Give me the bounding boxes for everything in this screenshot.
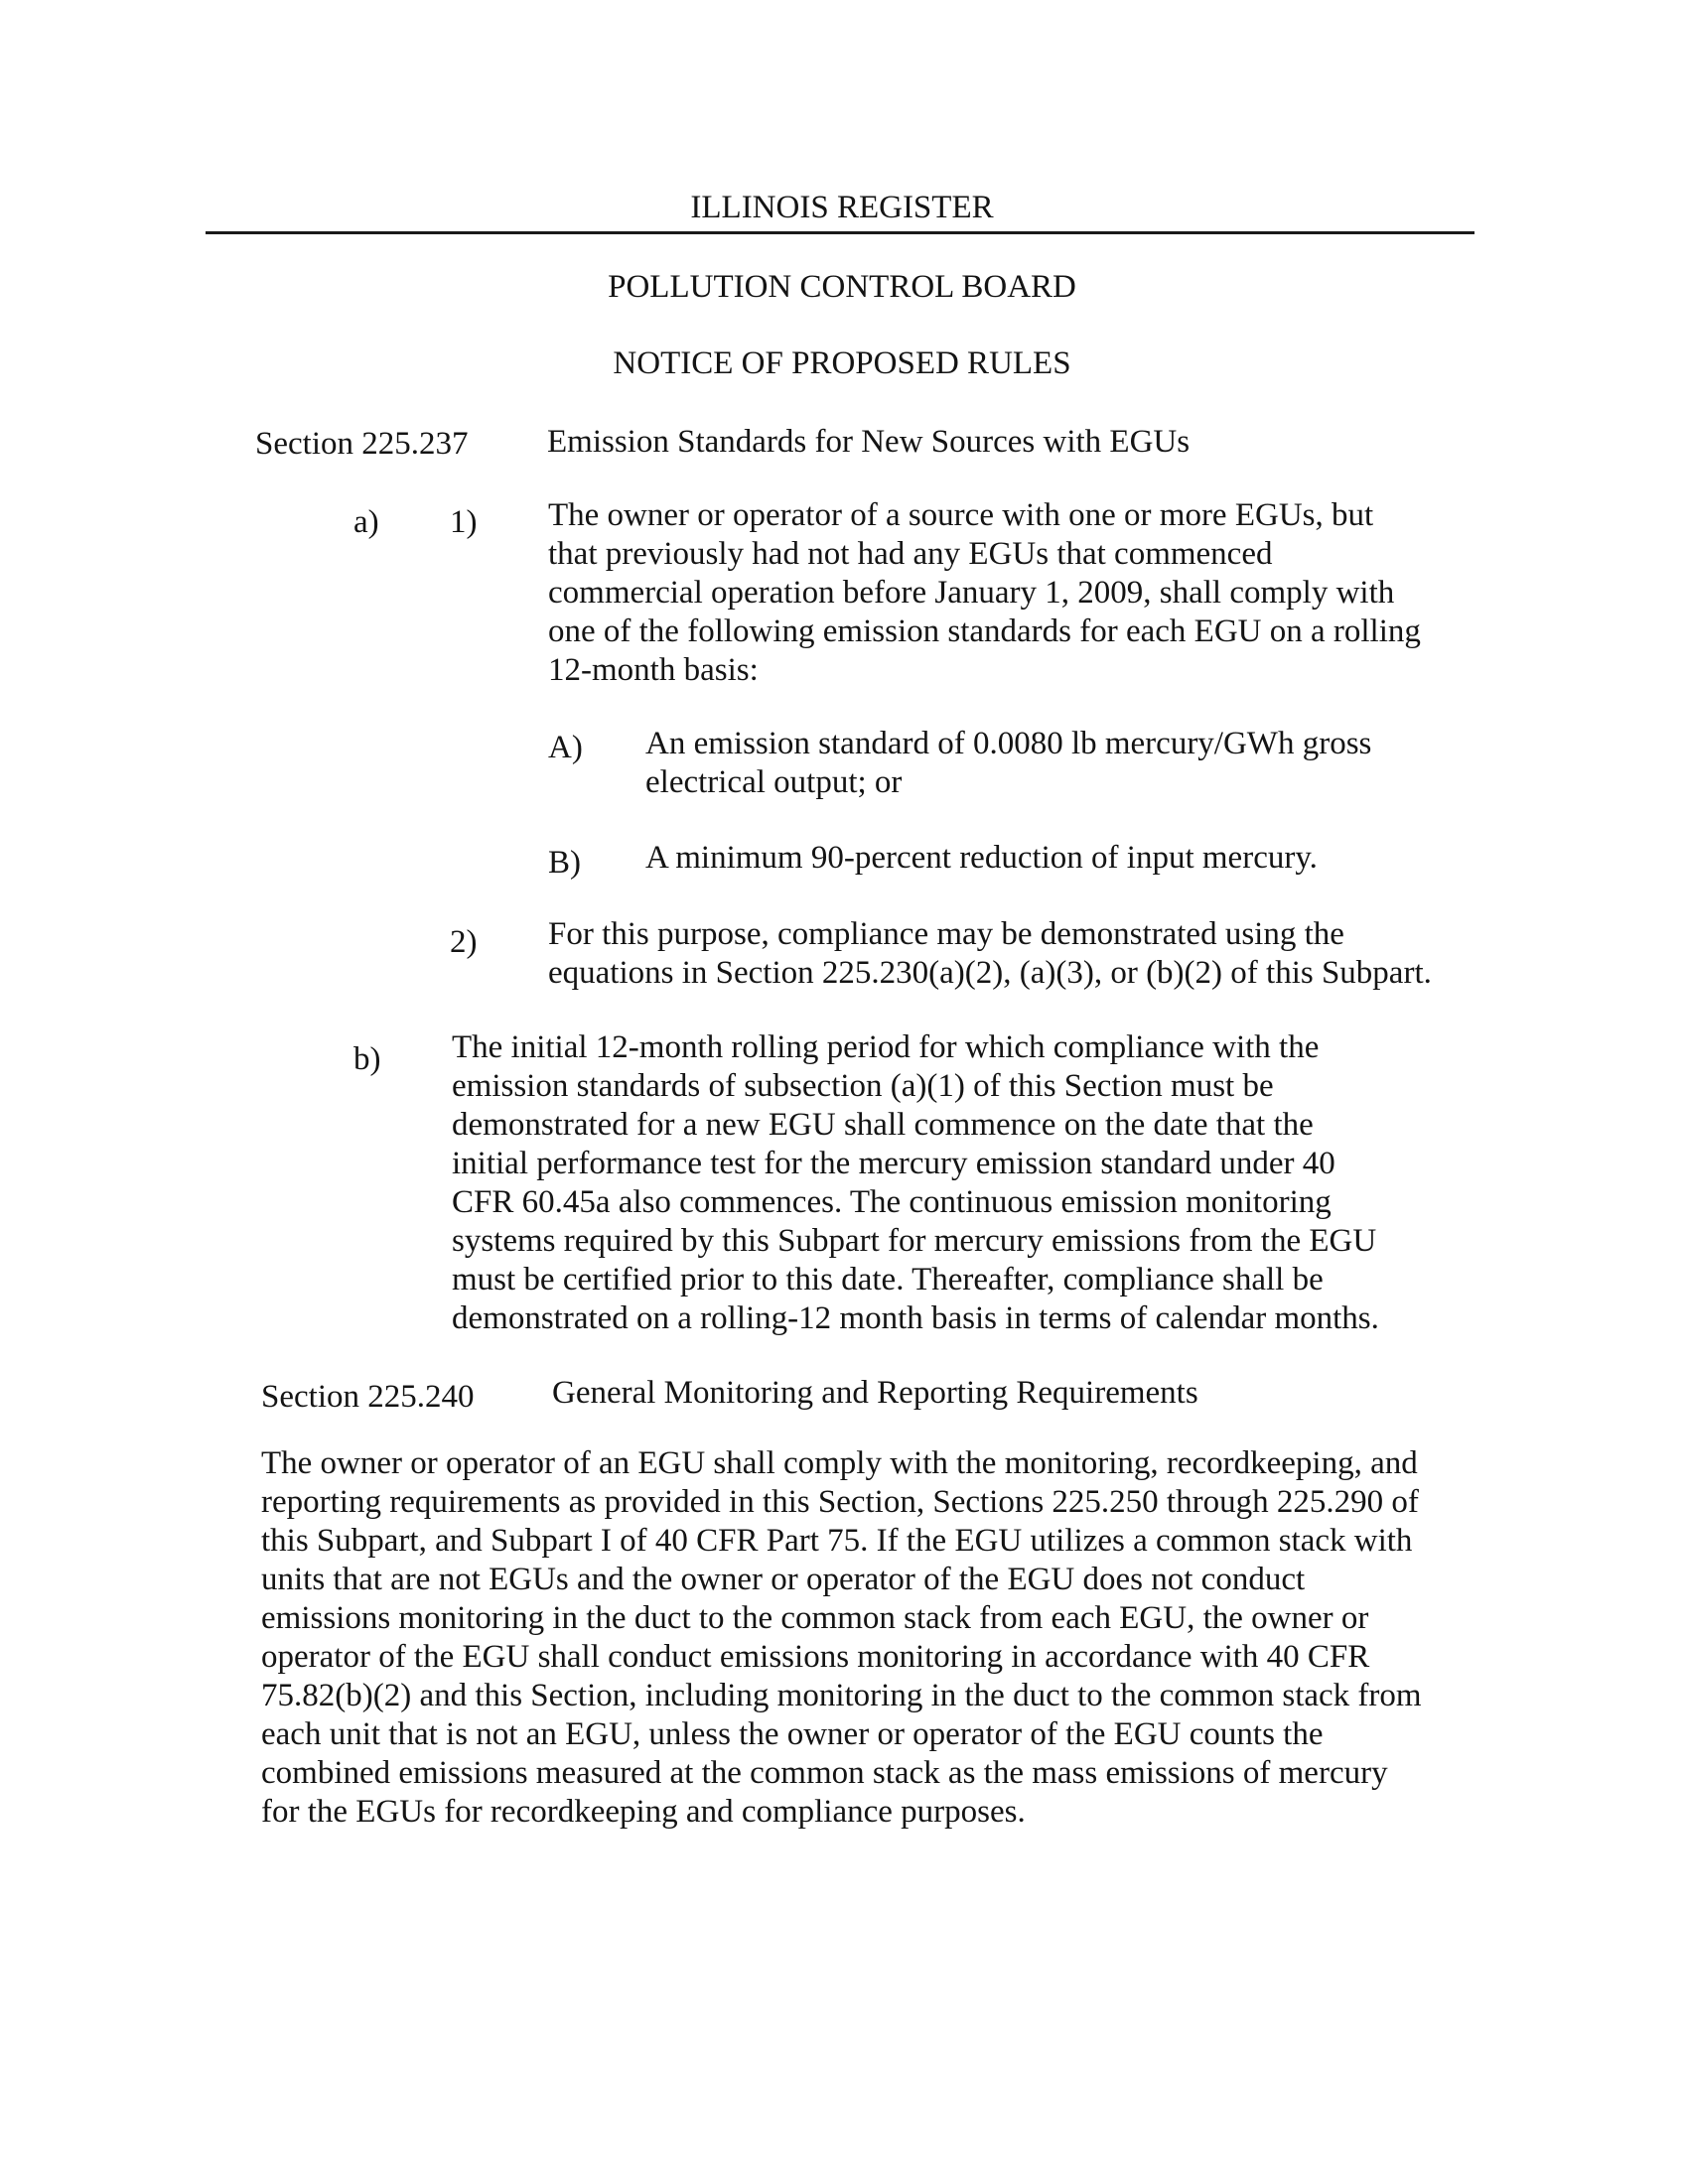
agency-name: POLLUTION CONTROL BOARD <box>608 269 1076 305</box>
subsection-a-label: a) <box>353 504 379 540</box>
subsection-b-text: The initial 12-month rolling period for which compliance with the emission standards of subsection (a)(1) of this Section must be demonstrated for a new EGU shall commence on the date that the initial performance test for the mercury emission standard under 40 CFR 60.45a also commences. The continuous emission monitoring systems required by this Subpart for mercury emissions from the EGU must be certified prior to this date. Thereafter, compliance shall be demonstrated on a rolling-12 month basis in terms of calendar months. <box>452 1029 1379 1336</box>
item-A-label: A) <box>548 730 583 765</box>
section-240-text: The owner or operator of an EGU shall comply with the monitoring, recordkeeping, and reporting requirements as provided in this Section, Sections 225.250 through 225.290 of this Subpart, and Subpart I of 40 CFR Part 75. If the EGU utilizes a common stack with units that are not EGUs and the owner or operator of the EGU does not conduct emissions monitoring in the duct to the common stack from each EGU, the owner or operator of the EGU shall conduct emissions monitoring in accordance with 40 CFR 75.82(b)(2) and this Section, including monitoring in the duct to the common stack from each unit that is not an EGU, unless the owner or operator of the EGU counts the combined emissions measured at the common stack as the mass emissions of mercury for the EGUs for recordkeeping and compliance purposes. <box>261 1445 1422 1830</box>
item-2-text: For this purpose, compliance may be demonstrated using the equations in Section 225.230(a)(2), (a)(3), or (b)(2) of this Subpart. <box>548 916 1432 991</box>
section-237-number: Section 225.237 <box>255 426 469 462</box>
subsection-b-label: b) <box>353 1041 381 1077</box>
section-240-title: General Monitoring and Reporting Requirements <box>552 1375 1198 1411</box>
item-1-label: 1) <box>450 504 478 540</box>
item-A-text: An emission standard of 0.0080 lb mercury/GWh gross electrical output; or <box>645 726 1372 800</box>
section-240-number: Section 225.240 <box>261 1379 475 1415</box>
header-rule <box>206 231 1474 234</box>
item-2-label: 2) <box>450 924 478 960</box>
section-237-title: Emission Standards for New Sources with EGUs <box>547 424 1191 460</box>
item-B-label: B) <box>548 845 581 881</box>
item-1-text: The owner or operator of a source with one or more EGUs, but that previously had not had any EGUs that commenced commercial operation before January 1, 2009, shall comply with one of the following emission standards for each EGU on a rolling 12-month basis: <box>548 497 1421 688</box>
item-B-text: A minimum 90-percent reduction of input mercury. <box>645 840 1318 876</box>
notice-type: NOTICE OF PROPOSED RULES <box>613 345 1071 381</box>
register-title: ILLINOIS REGISTER <box>690 190 994 225</box>
